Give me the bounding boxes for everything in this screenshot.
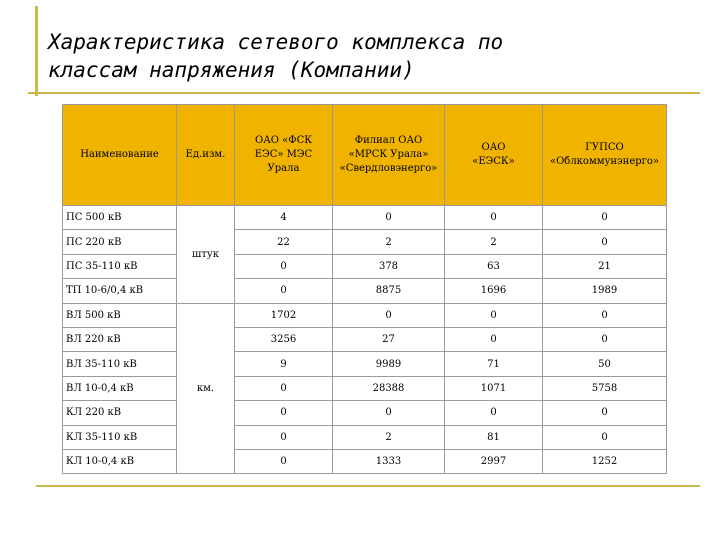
cell-value: 1252 [543,449,667,473]
table-row [63,449,667,473]
header-fsk: ОАО «ФСК ЕЭС» МЭС Урала [235,105,333,206]
cell-value: 27 [333,327,445,351]
table-row [63,230,667,254]
row-name: ПС 35-110 кВ [63,254,177,278]
row-name: ВЛ 500 кВ [63,303,177,327]
cell-value: 1071 [445,376,543,400]
cell-value: 0 [333,206,445,230]
cell-value: 0 [235,376,333,400]
cell-value: 0 [333,401,445,425]
cell-value: 0 [235,449,333,473]
cell-value: 0 [235,254,333,278]
header-eesk: ОАО «ЕЭСК» [445,105,543,206]
row-name: КЛ 220 кВ [63,401,177,425]
table-row [63,279,667,303]
table-header-row [63,105,667,206]
cell-value: 22 [235,230,333,254]
row-name: ТП 10-6/0,4 кВ [63,279,177,303]
table-row [63,254,667,278]
row-name: КЛ 35-110 кВ [63,425,177,449]
cell-value: 9989 [333,352,445,376]
cell-value: 1696 [445,279,543,303]
decorative-top-line [28,92,700,94]
cell-value: 28388 [333,376,445,400]
cell-value: 0 [543,303,667,327]
row-name: ПС 500 кВ [63,206,177,230]
cell-value: 0 [543,206,667,230]
cell-value: 21 [543,254,667,278]
cell-value: 2 [333,230,445,254]
cell-value: 5758 [543,376,667,400]
cell-value: 1702 [235,303,333,327]
row-name: ПС 220 кВ [63,230,177,254]
cell-value: 0 [543,425,667,449]
title-line-2: классам напряжения (Компании) [48,58,415,82]
cell-value: 2997 [445,449,543,473]
cell-value: 4 [235,206,333,230]
cell-value: 63 [445,254,543,278]
table-row [63,327,667,351]
cell-value: 3256 [235,327,333,351]
cell-value: 2 [445,230,543,254]
network-characteristics-table [62,104,667,474]
cell-value: 0 [333,303,445,327]
cell-value: 0 [445,303,543,327]
unit-pieces: штук [177,206,235,304]
cell-value: 50 [543,352,667,376]
cell-value: 0 [543,401,667,425]
cell-value: 71 [445,352,543,376]
cell-value: 2 [333,425,445,449]
slide-title [48,28,688,84]
cell-value: 0 [445,206,543,230]
cell-value: 0 [235,279,333,303]
unit-km: км. [177,303,235,474]
decorative-vertical-line [35,6,38,96]
table-row [63,206,667,230]
table-row [63,401,667,425]
table-row [63,303,667,327]
cell-value: 81 [445,425,543,449]
header-name: Наименование [63,105,177,206]
header-mrsk: Филиал ОАО «МРСК Урала» «Свердловэнерго» [333,105,445,206]
table-row [63,376,667,400]
cell-value: 0 [445,401,543,425]
row-name: ВЛ 35-110 кВ [63,352,177,376]
cell-value: 0 [543,327,667,351]
cell-value: 1333 [333,449,445,473]
title-line-1: Характеристика сетевого комплекса по [48,30,504,54]
cell-value: 0 [235,425,333,449]
row-name: ВЛ 220 кВ [63,327,177,351]
row-name: ВЛ 10-0,4 кВ [63,376,177,400]
cell-value: 9 [235,352,333,376]
cell-value: 0 [445,327,543,351]
header-unit: Ед.изм. [177,105,235,206]
decorative-bottom-line [36,485,700,487]
table-row [63,425,667,449]
cell-value: 1989 [543,279,667,303]
cell-value: 0 [235,401,333,425]
cell-value: 378 [333,254,445,278]
cell-value: 8875 [333,279,445,303]
table-row [63,352,667,376]
cell-value: 0 [543,230,667,254]
header-gupso: ГУПСО «Облкоммунэнерго» [543,105,667,206]
row-name: КЛ 10-0,4 кВ [63,449,177,473]
